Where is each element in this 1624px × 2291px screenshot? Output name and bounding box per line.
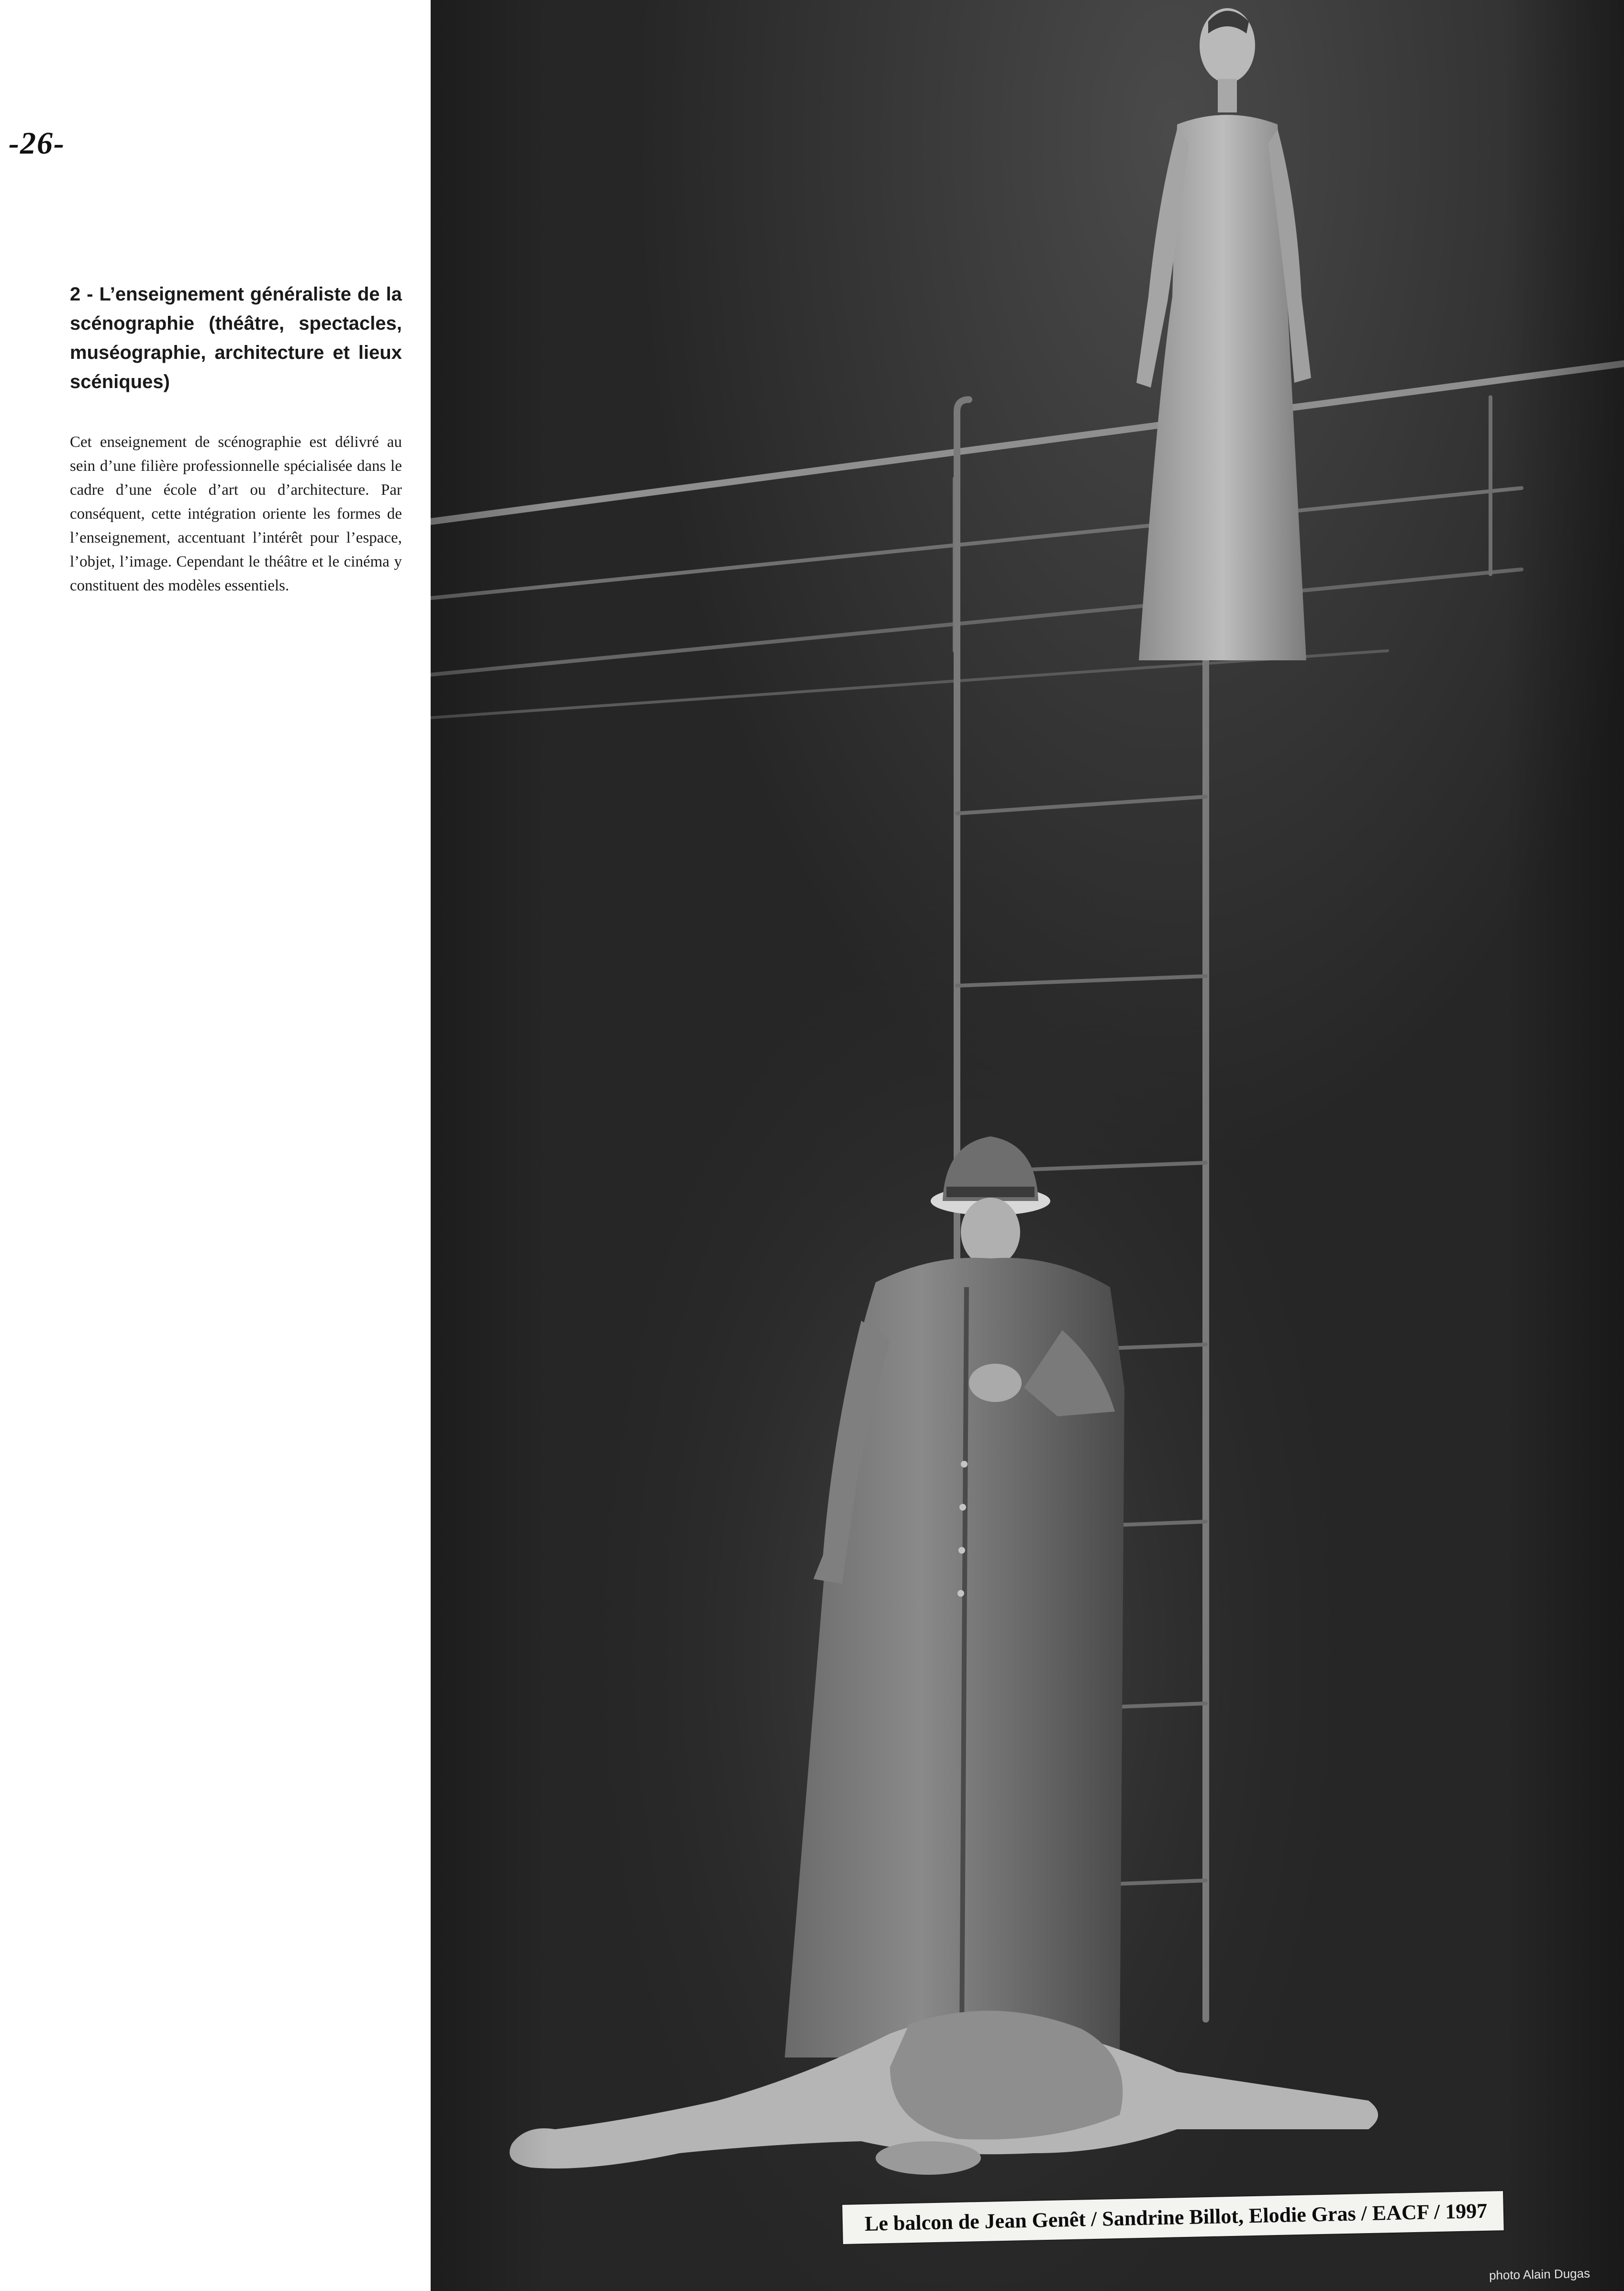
photo-caption: Le balcon de Jean Genêt / Sandrine Billot, Elodie Gras / EACF / 1997 (842, 2191, 1504, 2244)
text-column (70, 280, 402, 598)
stage-photograph (431, 0, 1624, 2291)
page-number: -26- (9, 126, 65, 161)
photo-credit: photo Alain Dugas (1489, 2266, 1591, 2283)
section-body: Cet enseignement de scénographie est délivré au sein d’une filière professionnelle spécialisée dans le cadre d’une école d’art ou d’architecture. Par conséquent, cette intégration oriente les formes de l’enseignement, accentuant l’intérêt pour l’espace, l’objet, l’image. Cependant le théâtre et le cinéma y constituent des modèles essentiels. (70, 434, 402, 594)
section-heading: 2 - L’enseignement généraliste de la scénographie (théâtre, spectacles, muséographie, architecture et lieux scéniques) (70, 284, 402, 392)
